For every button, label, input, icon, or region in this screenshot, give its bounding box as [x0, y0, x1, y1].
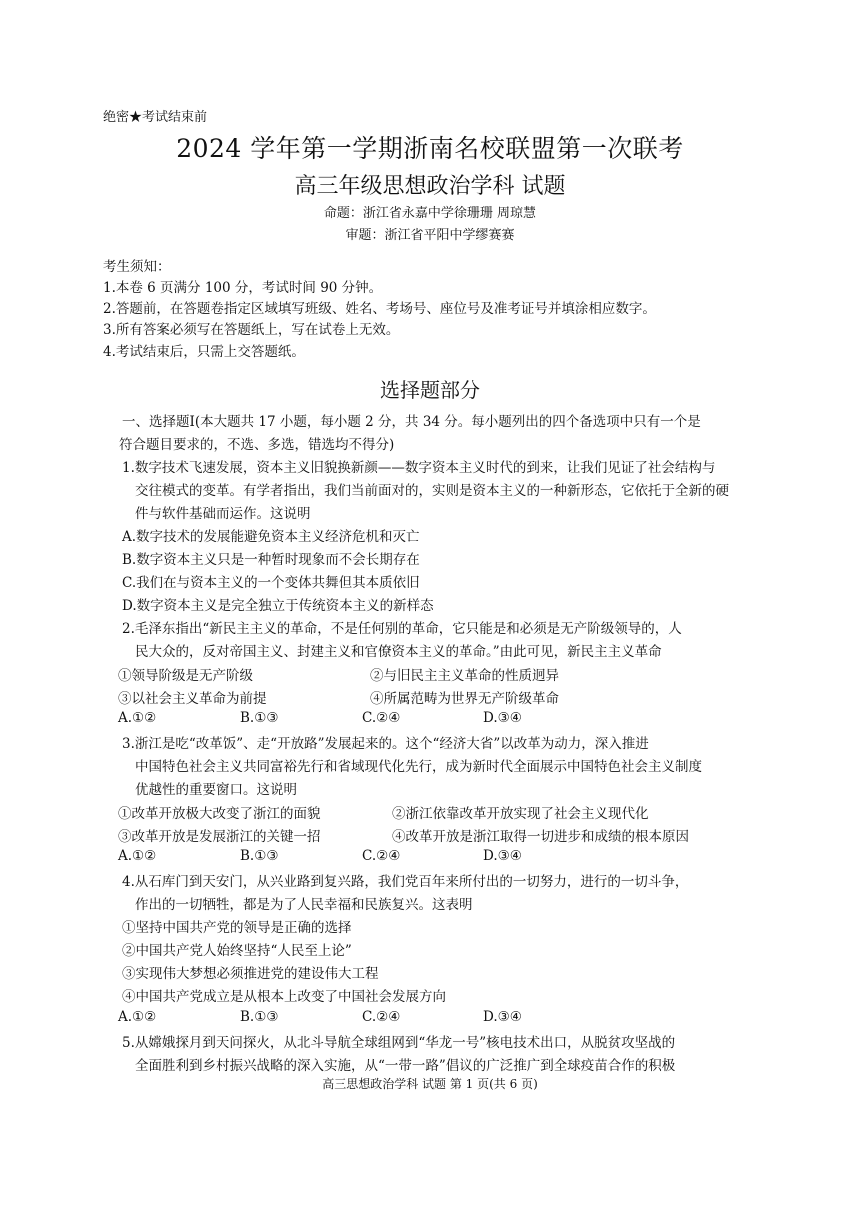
notice-heading: 考生须知： [103, 259, 171, 275]
statement-row [118, 687, 818, 710]
section-instructions: 一、选择题Ⅰ(本大题共 17 小题，每小题 2 分，共 34 分。每小题列出的四个备选项中只有一个是 符合题目要求的，不选、多选，错选均不得分) [119, 414, 701, 453]
question-stem: 全面胜利到乡村振兴战略的深入实施，从“一带一路”倡议的广泛推广到全球疫苗合作的积极 [135, 1058, 676, 1074]
choice: C.②④ [362, 848, 401, 864]
notice-item: 3.所有答案必须写在答题纸上，写在试卷上无效。 [103, 322, 400, 338]
statement: ①改革开放极大改变了浙江的面貌 [118, 806, 321, 822]
choice: A.①② [118, 710, 157, 726]
choice: B.①③ [240, 848, 279, 864]
question-1 [122, 457, 729, 618]
choice: B.①③ [240, 710, 279, 726]
confidential-label: 绝密★考试结束前 [103, 110, 208, 125]
question-stem: 优越性的重要窗口。这说明 [135, 782, 297, 798]
statement: ①坚持中国共产党的领导是正确的选择 [122, 920, 352, 936]
choice: D.③④ [483, 710, 522, 726]
statement-row [118, 664, 818, 687]
question-stem: 2.毛泽东指出“新民主主义的革命，不是任何别的革命，它只能是和必须是无产阶级领导的，人 [122, 621, 682, 637]
question-5 [122, 1032, 675, 1078]
statement: ③实现伟大梦想必须推进党的建设伟大工程 [122, 966, 379, 982]
statement: ②与旧民主主义革命的性质迥异 [370, 668, 559, 684]
question-stem: 1.数字技术飞速发展，资本主义旧貌换新颜——数字资本主义时代的到来，让我们见证了社会结构与 [122, 460, 716, 476]
question-stem: 3.浙江是吃“改革饭”、走“开放路”发展起来的。这个“经济大省”以改革为动力，深入推进 [122, 736, 649, 752]
choice: C.②④ [362, 710, 401, 726]
exam-subtitle: 高三年级思想政治学科 试题 [294, 174, 566, 199]
answer-option: B.数字资本主义只是一种暂时现象而不会长期存在 [122, 552, 420, 568]
choice-row [118, 1009, 818, 1032]
question-stem: 4.从石库门到天安门，从兴业路到复兴路，我们党百年来所付出的一切努力，进行的一切斗争， [122, 874, 689, 890]
exam-title: 2024 学年第一学期浙南名校联盟第一次联考 [176, 134, 684, 163]
question-stem: 中国特色社会主义共同富裕先行和省域现代化先行，成为新时代全面展示中国特色社会主义制度 [135, 759, 702, 775]
question-stem: 5.从嫦娥探月到天问探火，从北斗导航全球组网到“华龙一号”核电技术出口，从脱贫攻坚战的 [122, 1035, 676, 1051]
choice: A.①② [118, 848, 157, 864]
choice: D.③④ [483, 848, 522, 864]
question-4 [122, 871, 688, 917]
statement-row [118, 802, 818, 825]
section-title: 选择题部分 [380, 378, 480, 402]
notice-item: 1.本卷 6 页满分 100 分，考试时间 90 分钟。 [103, 280, 383, 296]
question-stem: 交往模式的变革。有学者指出，我们当前面对的，实则是资本主义的一种新形态，它依托于全新的硬 [135, 483, 729, 499]
question-stem: 作出的一切牺牲，都是为了人民幸福和民族复兴。这表明 [135, 897, 473, 913]
choice: A.①② [118, 1009, 157, 1025]
answer-option: D.数字资本主义是完全独立于传统资本主义的新样态 [122, 598, 434, 614]
statement: ④中国共产党成立是从根本上改变了中国社会发展方向 [122, 989, 446, 1005]
choice: D.③④ [483, 1009, 522, 1025]
statement: ④所属范畴为世界无产阶级革命 [370, 691, 559, 707]
statement: ②浙江依靠改革开放实现了社会主义现代化 [392, 806, 649, 822]
statement: ④改革开放是浙江取得一切进步和成绩的根本原因 [392, 829, 689, 845]
answer-option: C.我们在与资本主义的一个变体共舞但其本质依旧 [122, 575, 420, 591]
choice-row [118, 848, 818, 871]
answer-option: A.数字技术的发展能避免资本主义经济危机和灭亡 [122, 529, 420, 545]
statement: ②中国共产党人始终坚持“人民至上论” [122, 943, 352, 959]
statement-list [122, 917, 446, 1009]
question-3 [122, 733, 702, 802]
statement: ③以社会主义革命为前提 [118, 691, 267, 707]
notice-item: 4.考试结束后，只需上交答题纸。 [103, 344, 305, 360]
statement-row [118, 825, 818, 848]
statement: ①领导阶级是无产阶级 [118, 668, 253, 684]
page-footer: 高三思想政治学科 试题 第 1 页(共 6 页) [322, 1077, 538, 1091]
author-line: 命题：浙江省永嘉中学徐珊珊 周琼慧 [323, 206, 537, 221]
choice-row [118, 710, 818, 733]
notice-item: 2.答题前，在答题卷指定区域填写班级、姓名、考场号、座位号及准考证号并填涂相应数字。 [103, 301, 656, 317]
reviewer-line: 审题：浙江省平阳中学缪赛赛 [345, 228, 515, 243]
choice: B.①③ [240, 1009, 279, 1025]
question-2 [122, 618, 682, 664]
question-stem: 件与软件基础而运作。这说明 [135, 506, 311, 522]
statement: ③改革开放是发展浙江的关键一招 [118, 829, 321, 845]
question-stem: 民大众的，反对帝国主义、封建主义和官僚资本主义的革命。”由此可见，新民主主义革命 [135, 644, 662, 660]
choice: C.②④ [362, 1009, 401, 1025]
